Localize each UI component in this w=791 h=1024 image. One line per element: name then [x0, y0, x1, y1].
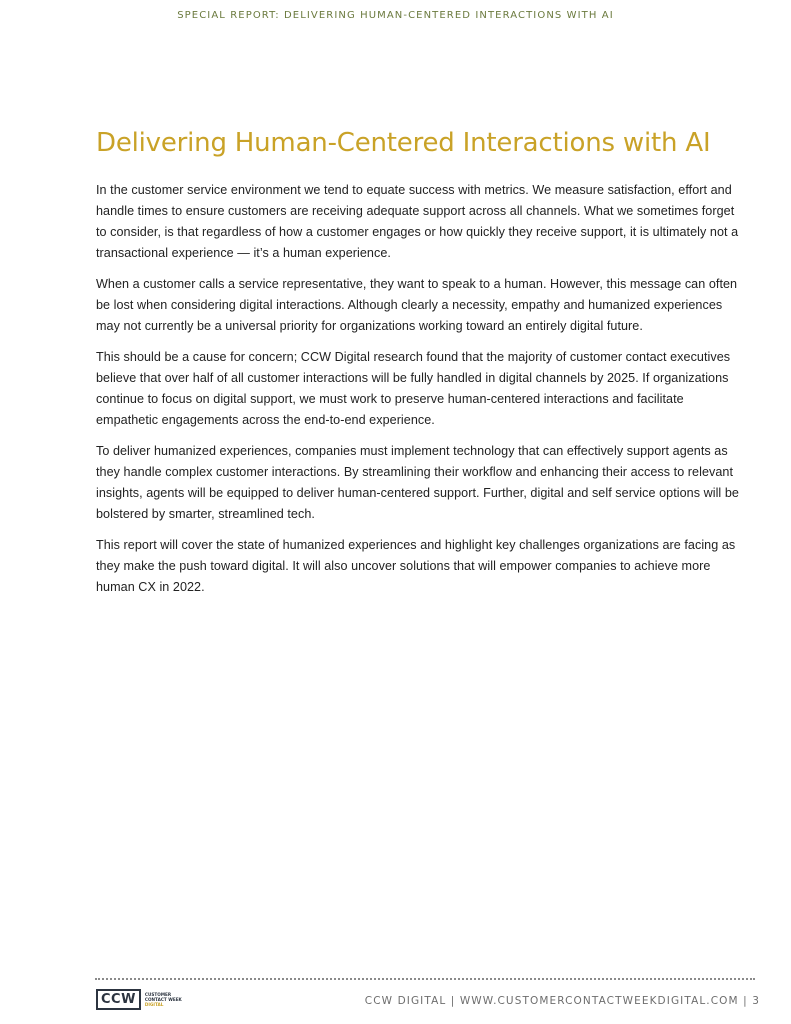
paragraph-4: To deliver humanized experiences, companies must implement technology that can effectively support agents as they handle complex customer interactions. By streamlining their workflow and enhancing their access to relevant insights, agents will be equipped to deliver human-centered support. Further, digital and self service options will be bolstered by smarter, streamlined tech.	[96, 444, 739, 521]
logo-line-3: DIGITAL	[144, 1002, 164, 1007]
footer-divider	[95, 978, 755, 980]
running-header: SPECIAL REPORT: DELIVERING HUMAN-CENTERED INTERACTIONS WITH AI	[177, 10, 614, 21]
paragraph-1: In the customer service environment we tend to equate success with metrics. We measure satisfaction, effort and handle times to ensure customers are receiving adequate support across all channels. What we sometimes forget to consider, is that regardless of how a customer engages or how quickly they receive support, it is ultimately not a transactional experience — it’s a human experience.	[96, 183, 739, 260]
logo-mark: CCW	[96, 989, 141, 1010]
logo-line-2: CONTACT WEEK	[144, 997, 182, 1002]
paragraph-3: This should be a cause for concern; CCW Digital research found that the majority of customer contact executives believe that over half of all customer interactions will be fully handled in digital channels by 2025. If organizations continue to focus on digital support, we must work to preserve human-centered interactions and facilitate empathetic engagements across the end-to-end experience.	[96, 350, 731, 427]
ccw-logo	[96, 989, 182, 1010]
page-title: Delivering Human-Centered Interactions with AI	[96, 128, 711, 158]
logo-line-1: CUSTOMER	[144, 992, 172, 997]
footer-site-and-page-number: CCW DIGITAL | WWW.CUSTOMERCONTACTWEEKDIGITAL.COM | 3	[364, 995, 760, 1007]
paragraph-2: When a customer calls a service representative, they want to speak to a human. However, this message can often be lost when considering digital interactions. Although clearly a necessity, empathy and humanized experiences may not currently be a universal priority for organizations working toward an entirely digital future.	[96, 277, 738, 333]
logo-wordmark	[145, 992, 182, 1007]
article-body	[96, 180, 746, 608]
paragraph-5: This report will cover the state of humanized experiences and highlight key challenges organizations are facing as they make the push toward digital. It will also uncover solutions that will empower companies to achieve more human CX in 2022.	[96, 538, 736, 594]
